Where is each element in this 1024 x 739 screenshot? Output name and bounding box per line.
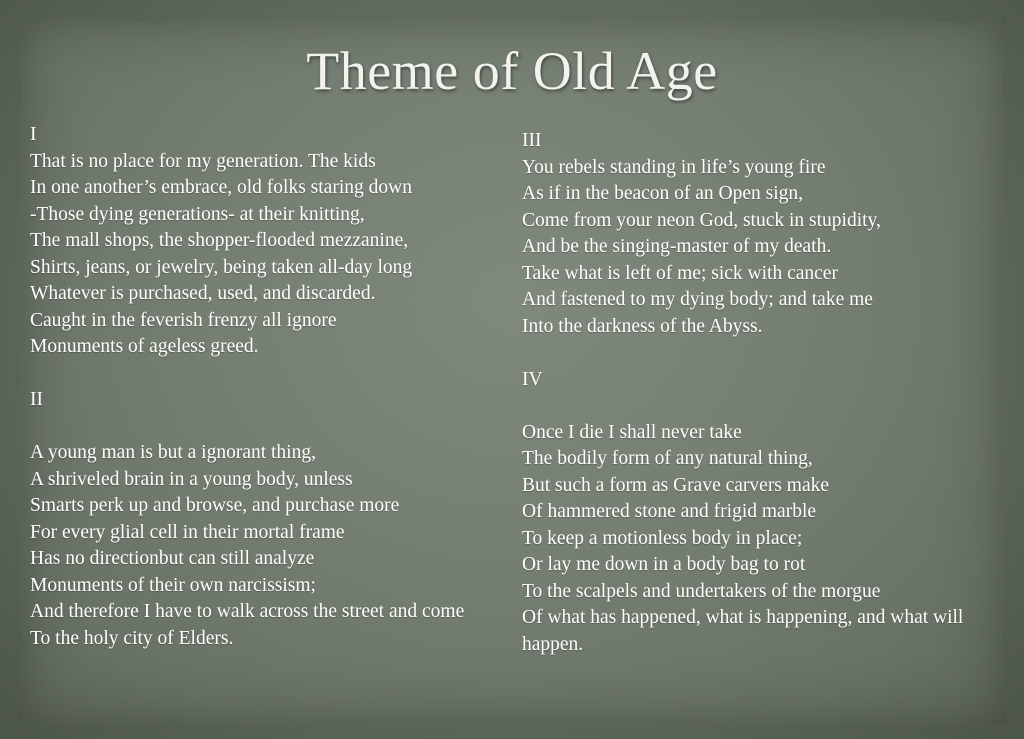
poem-line: Into the darkness of the Abyss. xyxy=(522,315,763,337)
poem-right-column xyxy=(522,128,1012,658)
section-heading: II xyxy=(30,389,43,410)
poem-line: For every glial cell in their mortal frame xyxy=(30,521,345,543)
poem-line: A shriveled brain in a young body, unless xyxy=(30,468,353,490)
poem-line: Monuments of ageless greed. xyxy=(30,336,259,357)
blank-line xyxy=(30,361,510,388)
poem-line: To the scalpels and undertakers of the morgue xyxy=(522,580,881,602)
poem-line: Shirts, jeans, or jewelry, being taken all-day long xyxy=(30,256,413,278)
poem-line: Of what has happened, what is happening, and what will happen. xyxy=(522,607,964,655)
poem-line: To keep a motionless body in place; xyxy=(522,527,803,549)
poem-line: Has no directionbut can still analyze xyxy=(30,548,315,569)
poem-line: I xyxy=(30,124,37,145)
poem-line: Come from your neon God, stuck in stupidity, xyxy=(522,209,881,231)
poem-left-column xyxy=(30,122,510,652)
poem-line: But such a form as Grave carvers make xyxy=(522,474,830,496)
poem-line: The bodily form of any natural thing, xyxy=(522,448,813,469)
poem-line: The mall shops, the shopper-flooded mezzanine, xyxy=(30,230,409,251)
poem-line: Of hammered stone and frigid marble xyxy=(522,501,817,522)
poem-line: Caught in the feverish frenzy all ignore xyxy=(30,309,337,331)
poem-line: As if in the beacon of an Open sign, xyxy=(522,183,804,204)
poem-line: And therefore I have to walk across the street and come xyxy=(30,601,465,622)
slide-title: Theme of Old Age xyxy=(306,41,718,101)
poem-line: Monuments of their own narcissism; xyxy=(30,574,316,596)
poem-line: Once I die I shall never take xyxy=(522,421,742,443)
section-heading: IV xyxy=(522,368,543,390)
blank-line xyxy=(522,393,1012,420)
poem-line: And be the singing-master of my death. xyxy=(522,236,832,257)
poem-line: Whatever is purchased, used, and discarded. xyxy=(30,283,376,304)
poem-line: That is no place for my generation. The kids xyxy=(30,150,376,172)
blank-line xyxy=(522,340,1012,367)
poem-line: Smarts perk up and browse, and purchase more xyxy=(30,495,400,516)
poem-line: To the holy city of Elders. xyxy=(30,627,234,649)
section-heading: III xyxy=(522,130,542,151)
poem-line: Or lay me down in a body bag to rot xyxy=(522,554,806,575)
poem-line: And fastened to my dying body; and take me xyxy=(522,289,873,310)
poem-line: A young man is but a ignorant thing, xyxy=(30,442,316,463)
poem-line: In one another’s embrace, old folks staring down xyxy=(30,177,412,198)
poem-line: You rebels standing in life’s young fire xyxy=(522,156,826,178)
poem-line: -Those dying generations- at their knitting, xyxy=(30,203,365,225)
blank-line xyxy=(30,414,510,441)
poem-line: Take what is left of me; sick with cancer xyxy=(522,262,838,284)
